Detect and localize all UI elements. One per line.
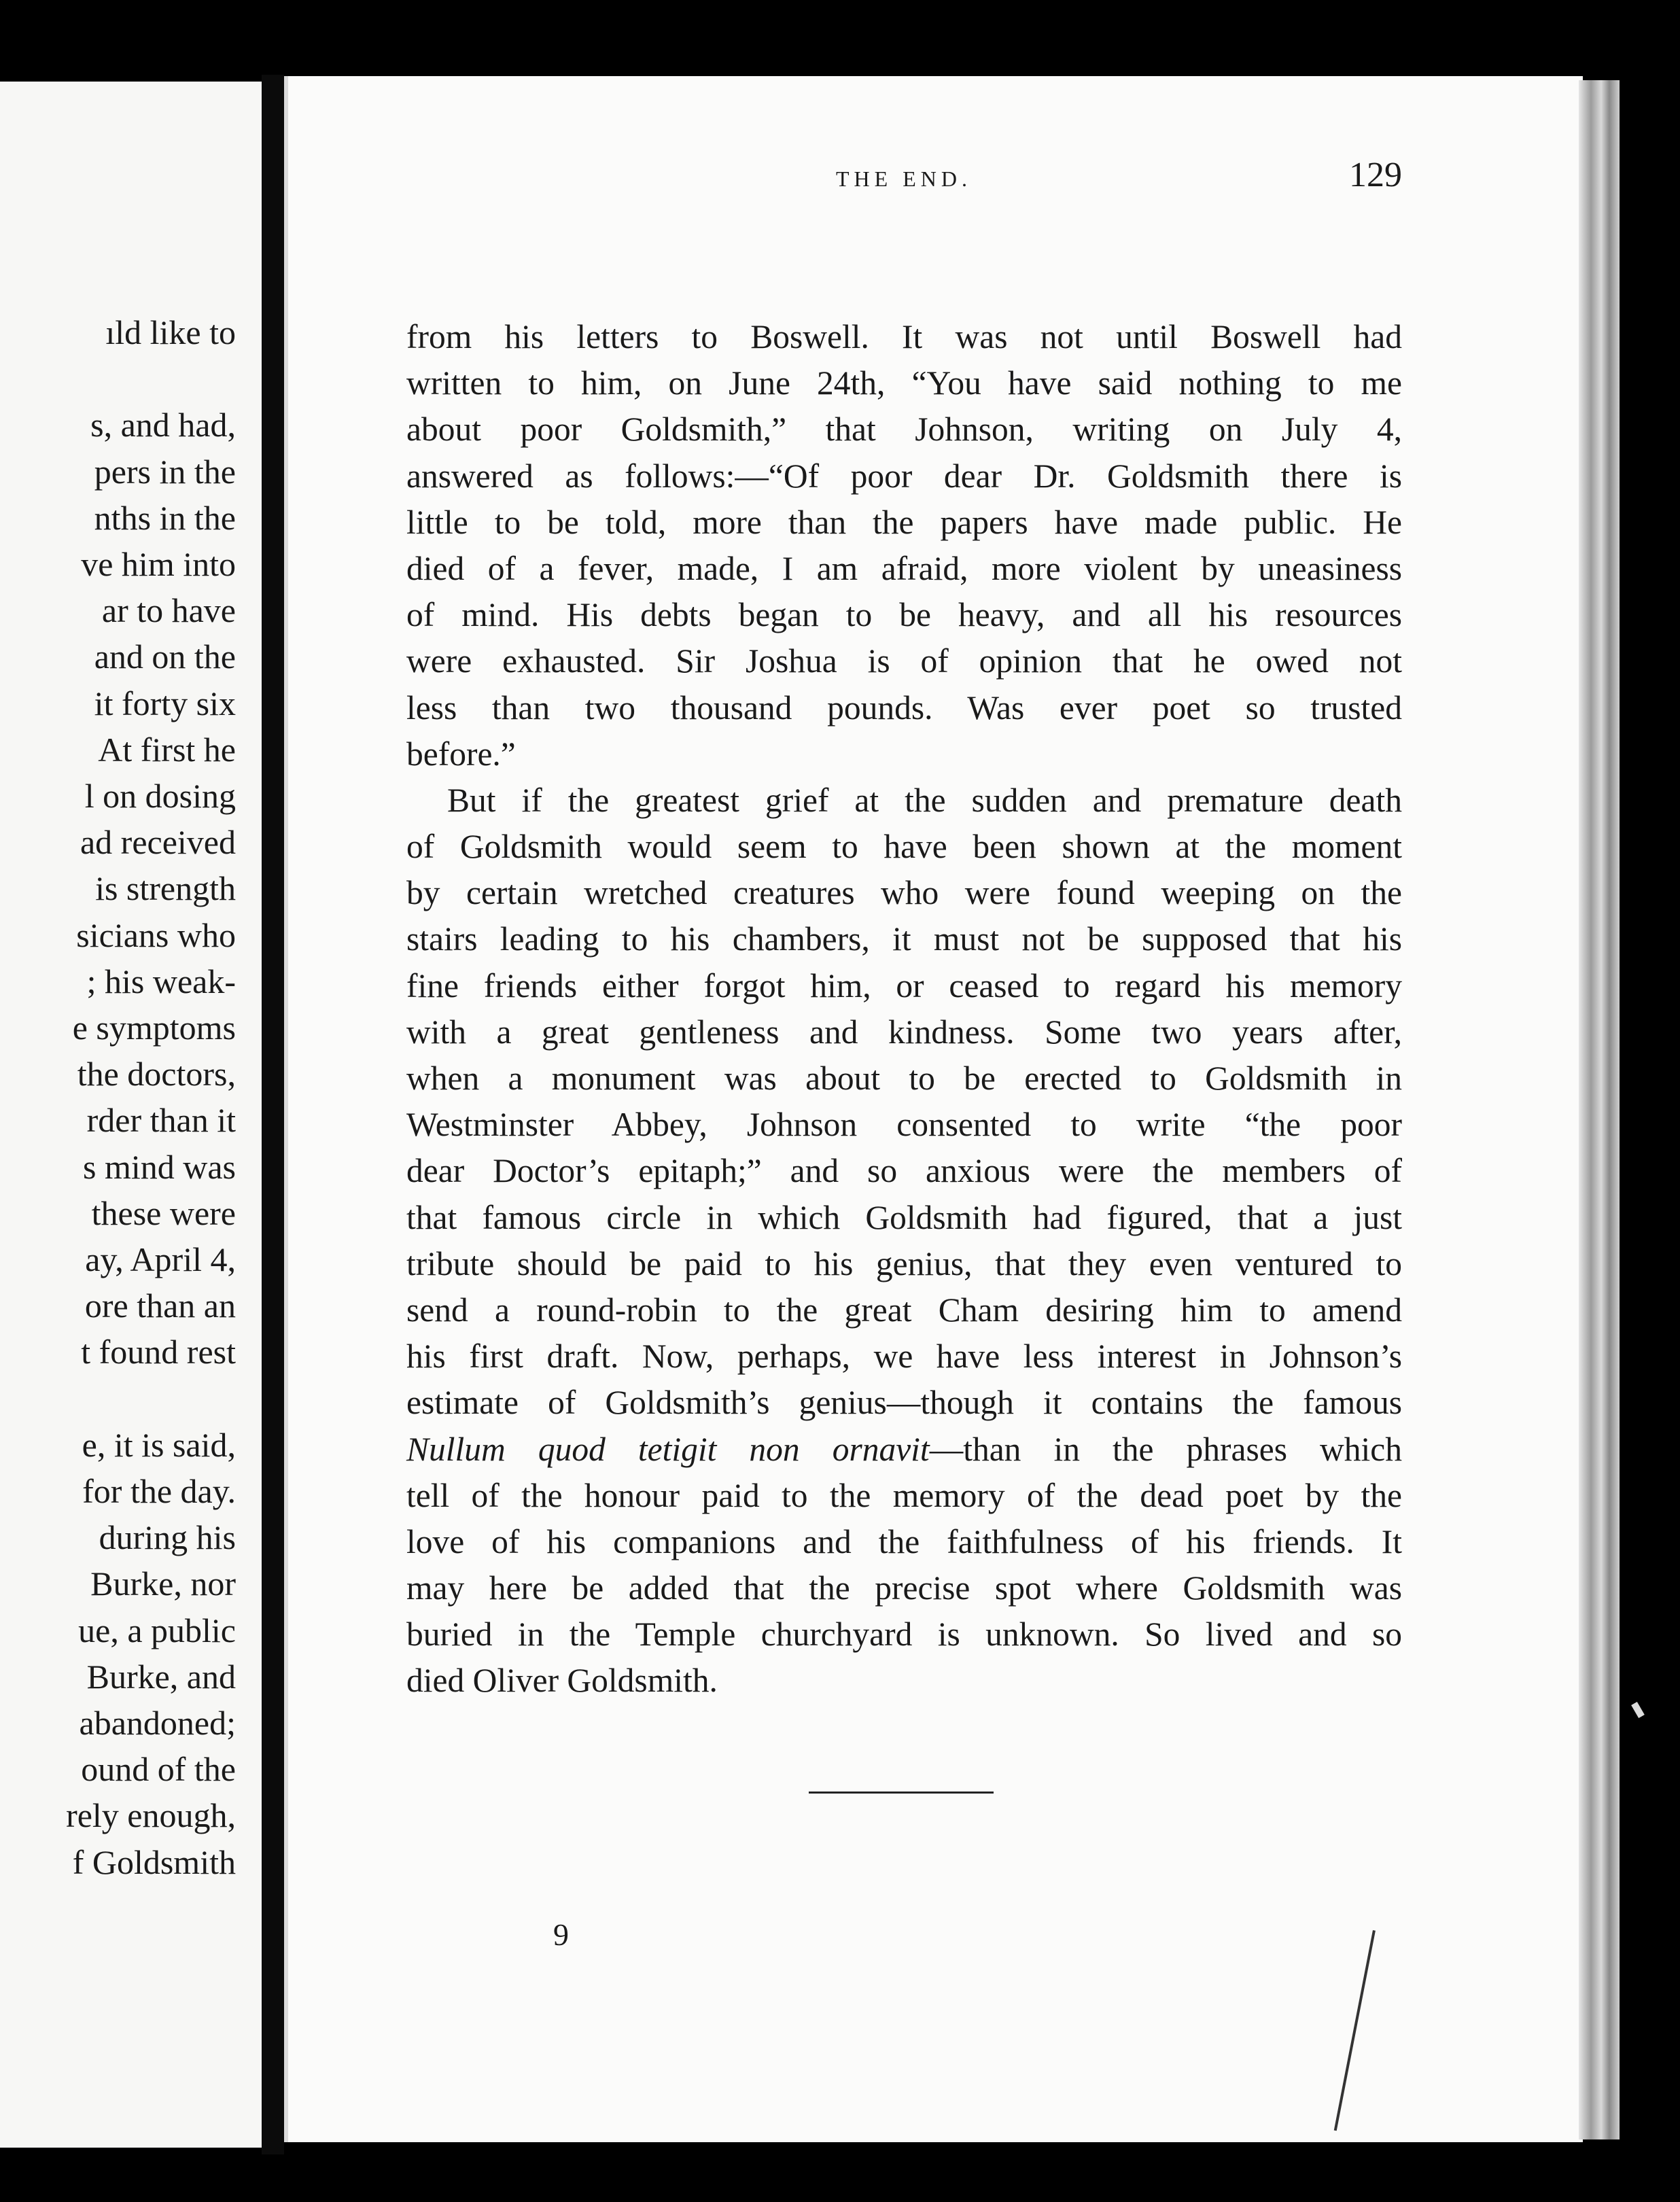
left-page-line: ue, a public (78, 1611, 236, 1649)
speck-mark (1631, 1702, 1645, 1718)
text-line: by certain wretched creatures who were found weeping on the (406, 874, 1402, 912)
text-line: from his letters to Boswell. It was not until Boswell had (406, 318, 1402, 355)
latin-phrase: Nullum quod tetigit non ornavit (406, 1430, 930, 1468)
left-page-line: for the day. (82, 1472, 236, 1510)
text-line: about poor Goldsmith,” that Johnson, writing on July 4, (406, 410, 1402, 449)
left-page-line: e, it is said, (82, 1425, 236, 1464)
italic-line-rest: —than in the phrases which (929, 1430, 1402, 1468)
book-gutter (262, 75, 284, 2154)
text-line: estimate of Goldsmith’s genius—though it contains the famous (406, 1384, 1402, 1422)
left-page-line: ar to have (101, 591, 236, 630)
text-line: little to be told, more than the papers have made public. He (406, 503, 1402, 541)
left-page-line: ve him into (81, 545, 236, 583)
text-line: answered as follows:—“Of poor dear Dr. Goldsmith there is (406, 457, 1402, 495)
end-rule (809, 1792, 994, 1794)
italic-line-wrapper (406, 1431, 1402, 1468)
left-page-line: At first he (98, 730, 236, 769)
text-line: were exhausted. Sir Joshua is of opinion that he owed not (406, 642, 1402, 680)
left-page-line: Burke, nor (90, 1565, 236, 1603)
left-page-line: t found rest (81, 1333, 236, 1371)
left-page-line: ; his weak- (86, 962, 236, 1000)
text-line: when a monument was about to be erected to Goldsmith in (406, 1060, 1402, 1097)
left-page-line: the doctors, (77, 1055, 236, 1094)
text-line: dear Doctor’s epitaph;” and so anxious were the members of (406, 1152, 1402, 1190)
text-line: died of a fever, made, I am afraid, more violent by uneasiness (406, 549, 1402, 587)
left-page-line: and on the (94, 637, 236, 676)
signature-mark: 9 (553, 1917, 569, 1952)
text-line: his first draft. Now, perhaps, we have less interest in Johnson’s (406, 1338, 1402, 1376)
left-page-line: ıld like to (105, 313, 236, 351)
text-line: less than two thousand pounds. Was ever poet so trusted (406, 688, 1402, 727)
left-page-line: l on dosing (84, 777, 236, 815)
left-page-line: is strength (95, 869, 236, 908)
body-text (406, 314, 1402, 1705)
text-line: died Oliver Goldsmith. (406, 1662, 718, 1700)
text-line: love of his companions and the faithfulness of his friends. It (406, 1522, 1402, 1560)
text-line: with a great gentleness and kindness. Some two years after, (406, 1013, 1402, 1051)
left-page-line: it forty six (94, 684, 236, 722)
text-line: tell of the honour paid to the memory of the dead poet by the (406, 1476, 1402, 1514)
left-page-line: rder than it (86, 1101, 236, 1140)
left-page-line: f Goldsmith (72, 1842, 236, 1881)
text-line: of mind. His debts began to be heavy, and all his resources (406, 596, 1402, 634)
left-page-line: e symptoms (72, 1009, 236, 1047)
text-line: fine friends either forgot him, or ceased to regard his memory (406, 966, 1402, 1004)
left-page-line: abandoned; (79, 1704, 236, 1742)
text-line: send a round-robin to the great Cham desiring him to amend (406, 1291, 1402, 1329)
left-page-line: ad received (80, 823, 236, 862)
left-page (0, 82, 262, 2148)
left-page-line: Burke, and (86, 1657, 236, 1696)
left-page-line: s mind was (83, 1147, 236, 1186)
left-page-line: ay, April 4, (85, 1240, 236, 1278)
running-head: THE END. (836, 167, 972, 191)
left-page-line: sicians who (76, 915, 236, 954)
text-line: Westminster Abbey, Johnson consented to write “the poor (406, 1106, 1402, 1144)
text-line (406, 1427, 1402, 1473)
text-line: that famous circle in which Goldsmith had figured, that a just (406, 1198, 1402, 1236)
left-page-line: rely enough, (66, 1796, 236, 1835)
text-line: stairs leading to his chambers, it must not be supposed that his (406, 920, 1402, 958)
text-line: tribute should be paid to his genius, that they even ventured to (406, 1244, 1402, 1282)
left-page-line: during his (99, 1518, 236, 1557)
text-line: may here be added that the precise spot where Goldsmith was (406, 1569, 1402, 1607)
text-line: written to him, on June 24th, “You have said nothing to me (406, 364, 1402, 402)
text-line: of Goldsmith would seem to have been shown at the moment (406, 828, 1402, 866)
page-number: 129 (1349, 156, 1402, 194)
page-edge (1579, 80, 1620, 2139)
text-line: before.” (406, 735, 516, 773)
left-page-line: these were (91, 1193, 236, 1232)
left-page-line: s, and had, (90, 406, 236, 444)
left-page-line: pers in the (94, 452, 236, 491)
left-page-line: nths in the (94, 498, 236, 537)
left-page-line: ore than an (84, 1287, 236, 1325)
text-line: But if the greatest grief at the sudden and premature death (447, 781, 1402, 819)
text-line: buried in the Temple churchyard is unknown. So lived and so (406, 1615, 1402, 1654)
left-page-line: ound of the (81, 1750, 236, 1789)
